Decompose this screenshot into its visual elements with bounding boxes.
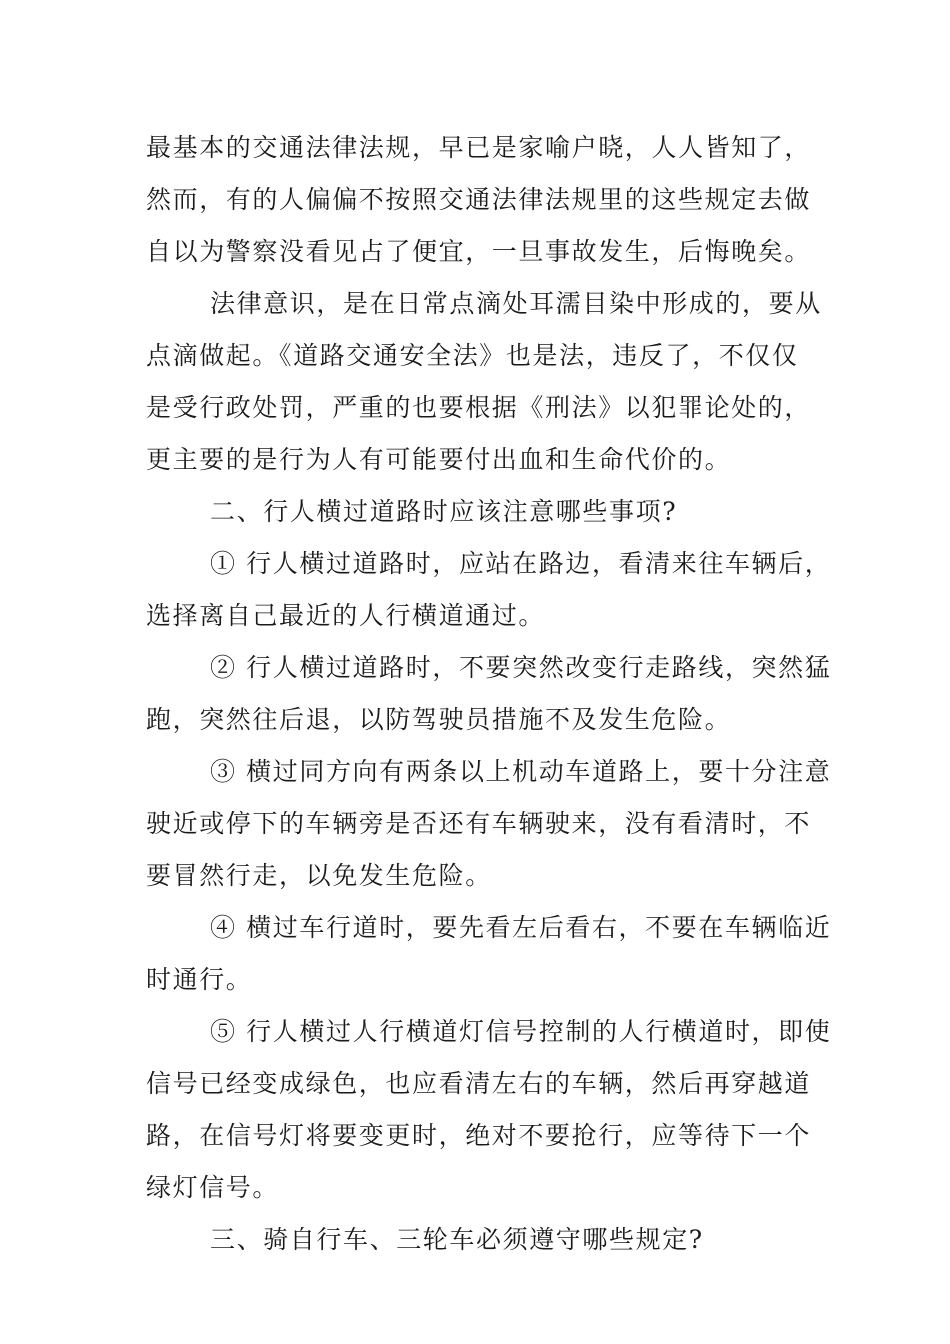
text-line: ② 行人横过道路时，不要突然改变行走路线，突然猛 — [210, 653, 832, 682]
text-line: 绿灯信号。 — [146, 1173, 280, 1202]
text-line: 跑，突然往后退，以防驾驶员措施不及发生危险。 — [146, 705, 732, 734]
text-line: 自以为警察没看见占了便宜，一旦事故发生，后悔晚矣。 — [146, 237, 812, 266]
list-item — [146, 652, 832, 756]
text-line: 是受行政处罚，严重的也要根据《刑法》以犯罪论处的， — [146, 393, 812, 422]
paragraph-continuation — [146, 132, 810, 288]
text-line: 然而，有的人偏偏不按照交通法律法规里的这些规定去做 — [146, 185, 812, 214]
text-line: 点滴做起。《道路交通安全法》也是法，违反了，不仅仅 — [146, 341, 799, 370]
list-item — [146, 548, 832, 652]
text-line: 选择离自己最近的人行横道通过。 — [146, 601, 546, 630]
text-line: 驶近或停下的车辆旁是否还有车辆驶来，没有看清时，不 — [146, 809, 812, 838]
text-line: ④ 横过车行道时，要先看左后看右，不要在车辆临近 — [210, 913, 832, 942]
section-heading: 二、行人横过道路时应该注意哪些事项? — [210, 497, 678, 526]
section-heading-bicycles — [146, 1224, 810, 1276]
text-line: 更主要的是行为人有可能要付出血和生命代价的。 — [146, 445, 732, 474]
text-line: 要冒然行走，以免发生危险。 — [146, 861, 492, 890]
list-item — [146, 1016, 832, 1224]
text-line: 路，在信号灯将要变更时，绝对不要抢行，应等待下一个 — [146, 1121, 812, 1150]
text-line: 时通行。 — [146, 965, 253, 994]
paragraph-legal-awareness — [146, 288, 822, 496]
text-line: 信号已经变成绿色，也应看清左右的车辆，然后再穿越道 — [146, 1069, 812, 1098]
document-body — [146, 132, 832, 1276]
text-line: 法律意识，是在日常点滴处耳濡目染中形成的，要从 — [210, 289, 822, 318]
section-heading-pedestrians — [146, 496, 810, 548]
list-item — [146, 756, 832, 912]
list-item — [146, 912, 832, 1016]
text-line: ⑤ 行人横过人行横道灯信号控制的人行横道时，即使 — [210, 1017, 832, 1046]
text-line: ① 行人横过道路时，应站在路边，看清来往车辆后， — [210, 549, 832, 578]
text-line: 最基本的交通法律法规，早已是家喻户晓，人人皆知了， — [146, 133, 812, 162]
text-line: ③ 横过同方向有两条以上机动车道路上，要十分注意 — [210, 757, 832, 786]
section-heading: 三、骑自行车、三轮车必须遵守哪些规定? — [210, 1225, 704, 1254]
